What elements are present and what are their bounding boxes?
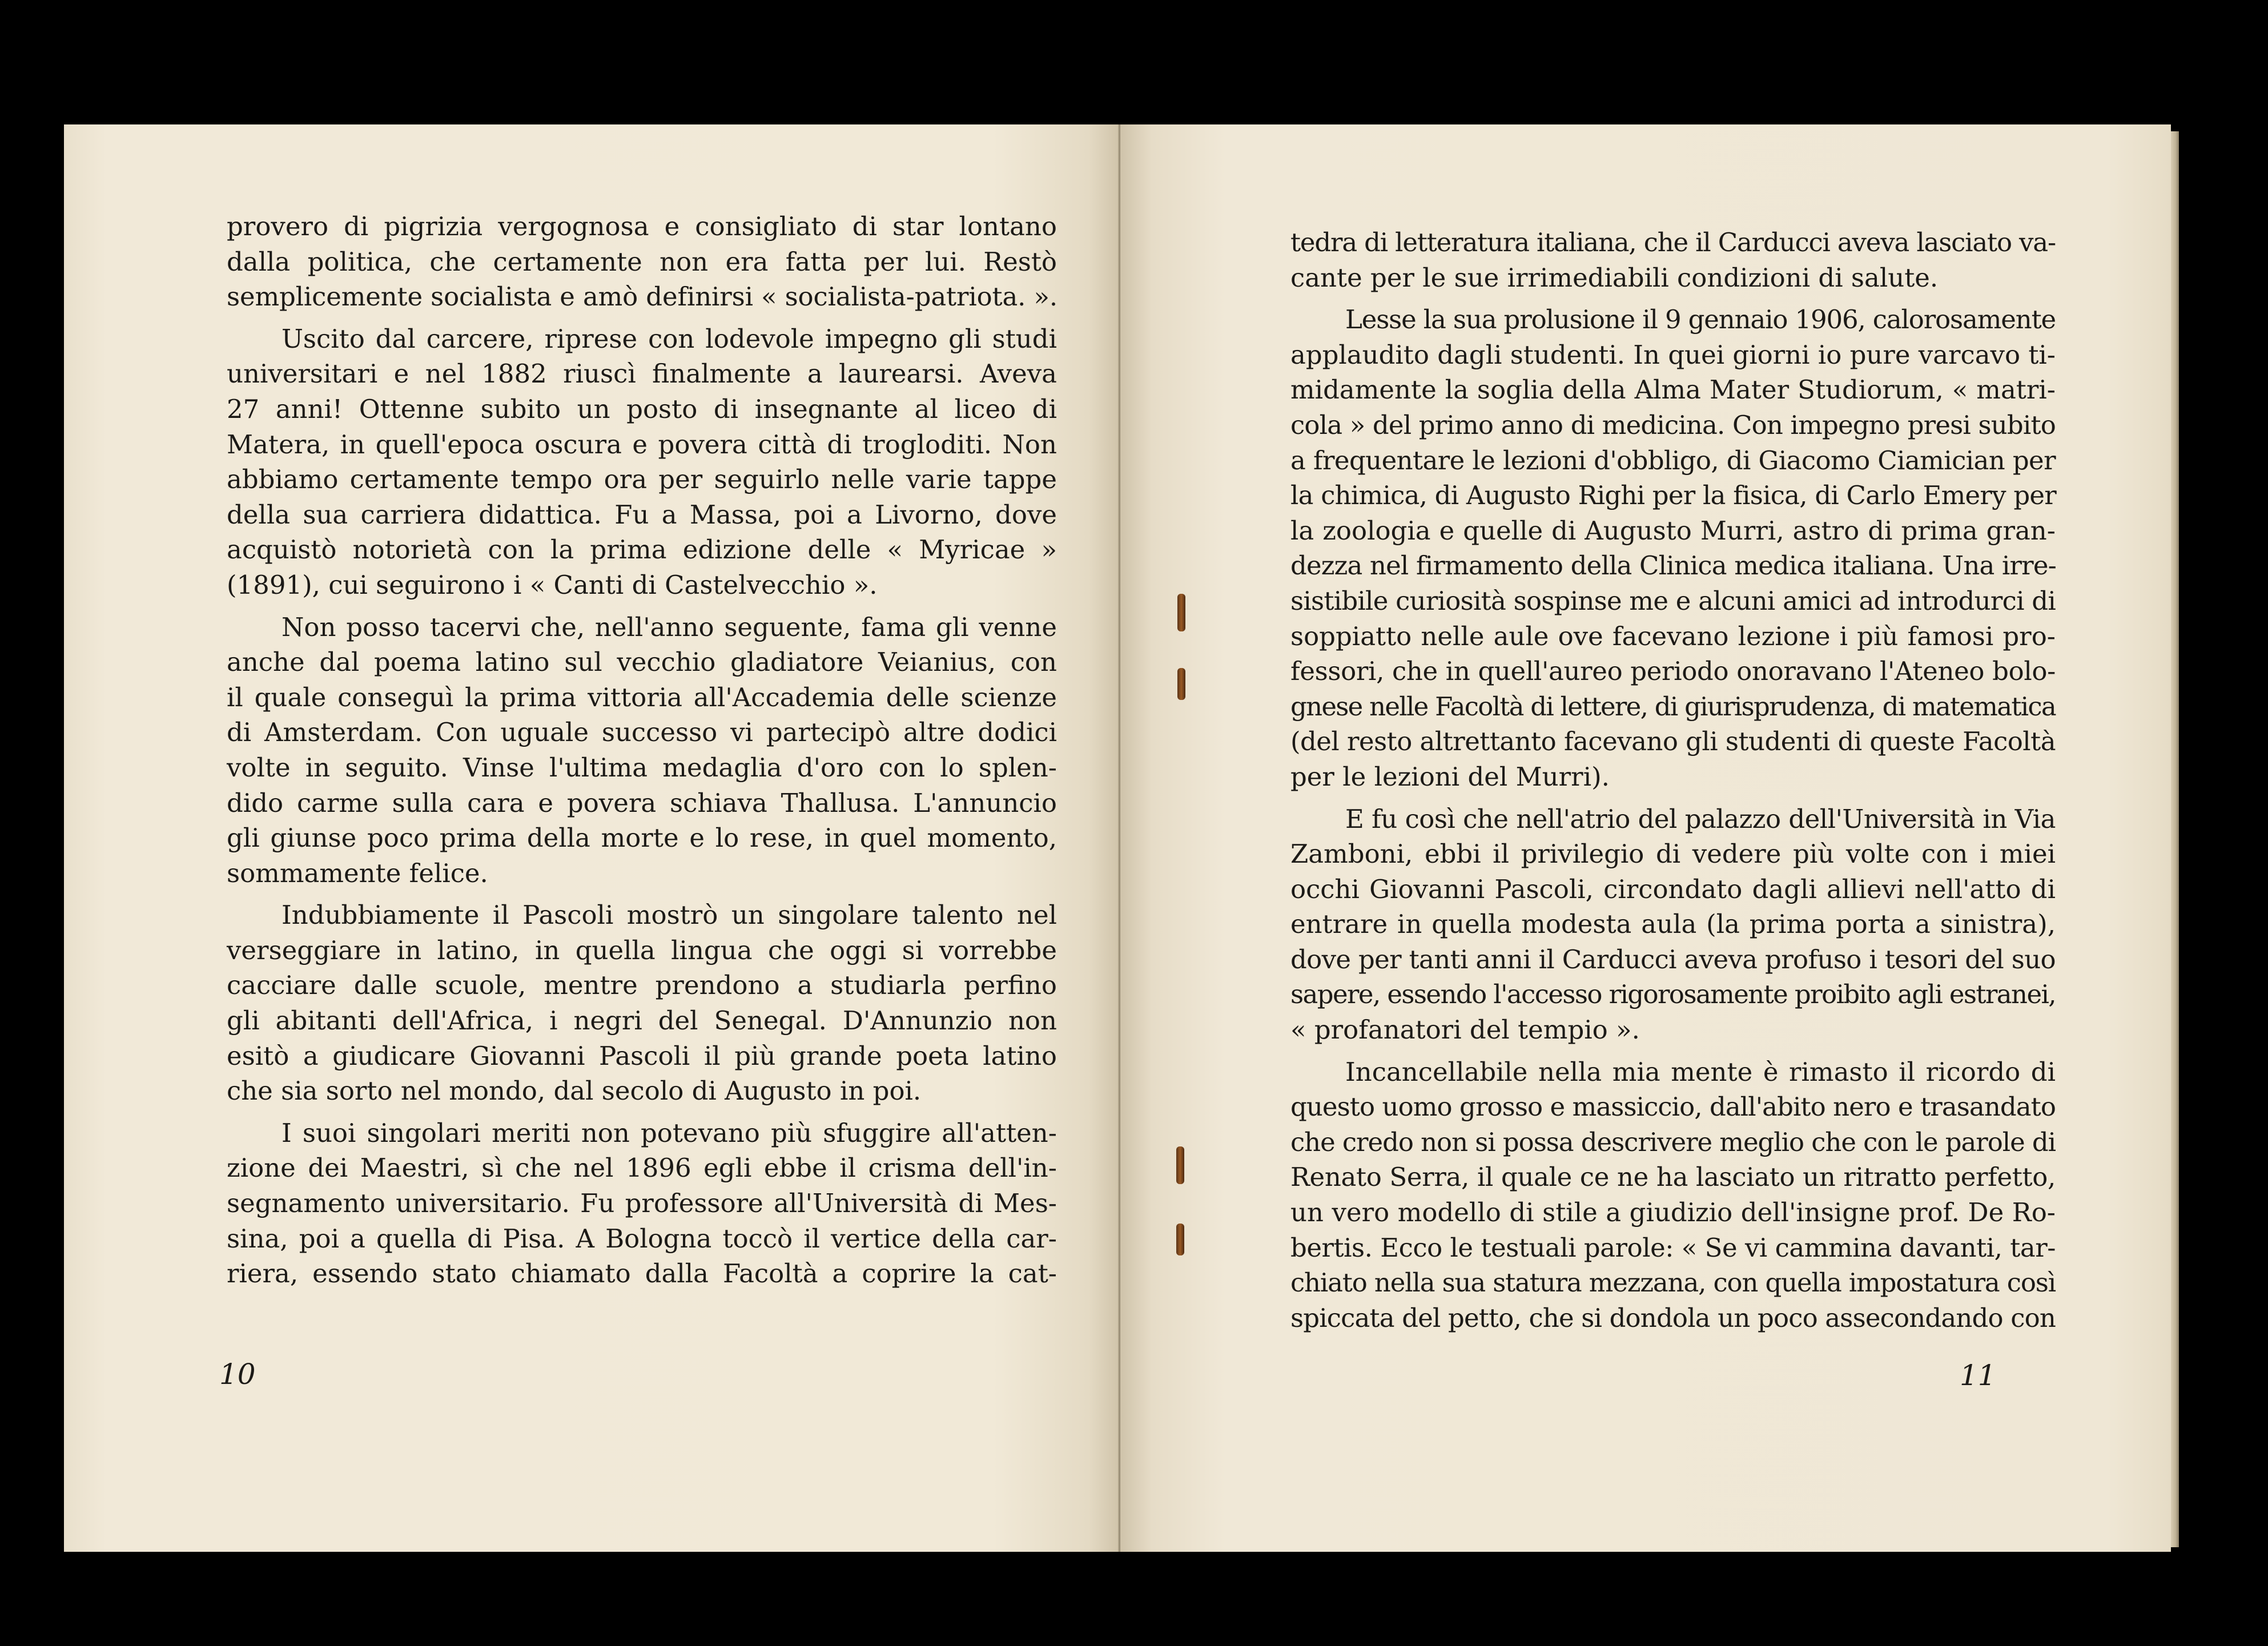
left-page-number: 10 [219, 1358, 256, 1391]
text-line: zione dei Maestri, sì che nel 1896 egli ebbe il crisma dell'in- [227, 1153, 1057, 1184]
text-line: cola » del primo anno di medicina. Con impegno presi subito [1290, 409, 2056, 440]
text-line: (1891), cui seguirono i « Canti di Castelvecchio ». [227, 569, 878, 600]
text-line: acquistò notorietà con la prima edizione delle « Myricae » [227, 534, 1057, 565]
text-line: Non posso tacervi che, nell'anno seguente, fama gli venne [282, 611, 1057, 642]
text-line: abbiamo certamente tempo ora per seguirlo nelle varie tappe [227, 464, 1057, 495]
text-line: fessori, che in quell'aureo periodo onoravano l'Ateneo bolo- [1290, 656, 2056, 687]
left-page [64, 124, 1120, 1552]
text-line: dido carme sulla cara e povera schiava Thallusa. L'annuncio [227, 787, 1057, 818]
text-line: che credo non si possa descrivere meglio che con le parole di [1290, 1126, 2056, 1157]
paragraph [227, 1116, 1057, 1291]
text-line: Uscito dal carcere, riprese con lodevole impegno gli studi [282, 323, 1057, 354]
right-page-text [1290, 225, 2056, 1335]
text-line: volte in seguito. Vinse l'ultima medaglia d'oro con lo splen- [227, 752, 1057, 783]
right-page-number: 11 [1960, 1359, 1996, 1392]
paragraph [1290, 1055, 2056, 1336]
text-line: sommamente felice. [227, 858, 488, 888]
text-line: gli giunse poco prima della morte e lo rese, in quel momento, [227, 823, 1057, 854]
text-line: I suoi singolari meriti non potevano più sfuggire all'atten- [282, 1117, 1057, 1148]
open-booklet [64, 124, 2171, 1552]
text-line: sistibile curiosità sospinse me e alcuni amici ad introdurci di [1290, 585, 2056, 616]
text-line: per le lezioni del Murri). [1290, 761, 1610, 792]
text-line: occhi Giovanni Pascoli, circondato dagli allievi nell'atto di [1290, 874, 2056, 904]
staple-hole [1176, 1224, 1184, 1255]
text-line: provero di pigrizia vergognosa e consigliato di star lontano [227, 211, 1057, 242]
text-line: dalla politica, che certamente non era fatta per lui. Restò [227, 246, 1057, 277]
text-line: di Amsterdam. Con uguale successo vi partecipò altre dodici [227, 717, 1057, 748]
paragraph [227, 321, 1057, 603]
paragraph [227, 209, 1057, 315]
paragraph [1290, 225, 2056, 295]
text-line: riera, essendo stato chiamato dalla Facoltà a coprire la cat- [227, 1258, 1057, 1289]
text-line: soppiatto nelle aule ove facevano lezione i più famosi pro- [1290, 621, 2056, 651]
text-line: un vero modello di stile a giudizio dell'insigne prof. De Ro- [1290, 1197, 2056, 1228]
text-line: dezza nel firmamento della Clinica medica italiana. Una irre- [1290, 550, 2057, 581]
page-edge [2171, 131, 2179, 1547]
text-line: universitari e nel 1882 riuscì finalmente a laurearsi. Aveva [227, 359, 1057, 389]
text-line: midamente la soglia della Alma Mater Studiorum, « matri- [1290, 375, 2056, 405]
text-line: segnamento universitario. Fu professore all'Università di Mes- [227, 1188, 1057, 1219]
text-line: 27 anni! Ottenne subito un posto di insegnante al liceo di [227, 393, 1057, 424]
text-line: entrare in quella modesta aula (la prima porta a sinistra), [1290, 909, 2056, 940]
text-line: cante per le sue irrimediabili condizioni di salute. [1290, 262, 1939, 293]
text-line: « profanatori del tempio ». [1290, 1015, 1640, 1045]
text-line: gli abitanti dell'Africa, i negri del Senegal. D'Annunzio non [227, 1005, 1057, 1036]
text-line: questo uomo grosso e massiccio, dall'abito nero e trasandato [1290, 1092, 2056, 1122]
text-line: sina, poi a quella di Pisa. A Bologna toccò il vertice della car- [227, 1223, 1057, 1254]
text-line: della sua carriera didattica. Fu a Massa, poi a Livorno, dove [227, 499, 1057, 530]
text-line: Renato Serra, il quale ce ne ha lasciato un ritratto perfetto, [1290, 1162, 2056, 1193]
paragraph [227, 898, 1057, 1109]
paragraph [1290, 302, 2056, 794]
text-line: E fu così che nell'atrio del palazzo dell'Università in Via [1345, 803, 2056, 834]
staple-hole [1177, 668, 1185, 700]
text-line: a frequentare le lezioni d'obbligo, di Giacomo Ciamician per [1290, 445, 2056, 476]
text-line: esitò a giudicare Giovanni Pascoli il più grande poeta latino [227, 1040, 1057, 1071]
text-line: spiccata del petto, che si dondola un poco assecondando con [1290, 1302, 2056, 1333]
text-line: Lesse la sua prolusione il 9 gennaio 1906, calorosamente [1345, 304, 2056, 335]
text-line: anche dal poema latino sul vecchio gladiatore Veianius, con [227, 647, 1057, 678]
text-line: applaudito dagli studenti. In quei giorni io pure varcavo ti- [1290, 339, 2056, 370]
text-line: semplicemente socialista e amò definirsi « socialista-patriota. ». [227, 281, 1058, 312]
paragraph [1290, 802, 2056, 1048]
left-page-text [227, 209, 1057, 1291]
text-line: Incancellabile nella mia mente è rimasto il ricordo di [1345, 1056, 2056, 1087]
text-line: la chimica, di Augusto Righi per la fisica, di Carlo Emery per [1290, 480, 2057, 511]
text-line: dove per tanti anni il Carducci aveva profuso i tesori del suo [1290, 944, 2056, 975]
text-line: chiato nella sua statura mezzana, con quella impostatura così [1290, 1267, 2056, 1298]
text-line: cacciare dalle scuole, mentre prendono a studiarla perfino [227, 970, 1057, 1001]
text-line: bertis. Ecco le testuali parole: « Se vi cammina davanti, tar- [1290, 1232, 2056, 1263]
text-line: Zamboni, ebbi il privilegio di vedere più volte con i miei [1290, 839, 2056, 870]
text-line: tedra di letteratura italiana, che il Carducci aveva lasciato va- [1290, 227, 2056, 257]
text-line: gnese nelle Facoltà di lettere, di giurisprudenza, di matematica [1290, 691, 2056, 722]
text-line: il quale conseguì la prima vittoria all'Accademia delle scienze [227, 682, 1057, 713]
text-line: sapere, essendo l'accesso rigorosamente proibito agli estranei, [1290, 979, 2056, 1010]
staple-hole [1177, 594, 1185, 631]
text-line: la zoologia e quelle di Augusto Murri, astro di prima gran- [1290, 515, 2056, 546]
text-line: Indubbiamente il Pascoli mostrò un singolare talento nel [282, 900, 1057, 931]
text-line: verseggiare in latino, in quella lingua che oggi si vorrebbe [227, 935, 1057, 965]
text-line: che sia sorto nel mondo, dal secolo di Augusto in poi. [227, 1076, 922, 1106]
staple-hole [1176, 1146, 1184, 1184]
text-line: (del resto altrettanto facevano gli studenti di queste Facoltà [1290, 726, 2056, 757]
text-line: Matera, in quell'epoca oscura e povera città di trogloditi. Non [227, 429, 1057, 460]
paragraph [227, 610, 1057, 891]
